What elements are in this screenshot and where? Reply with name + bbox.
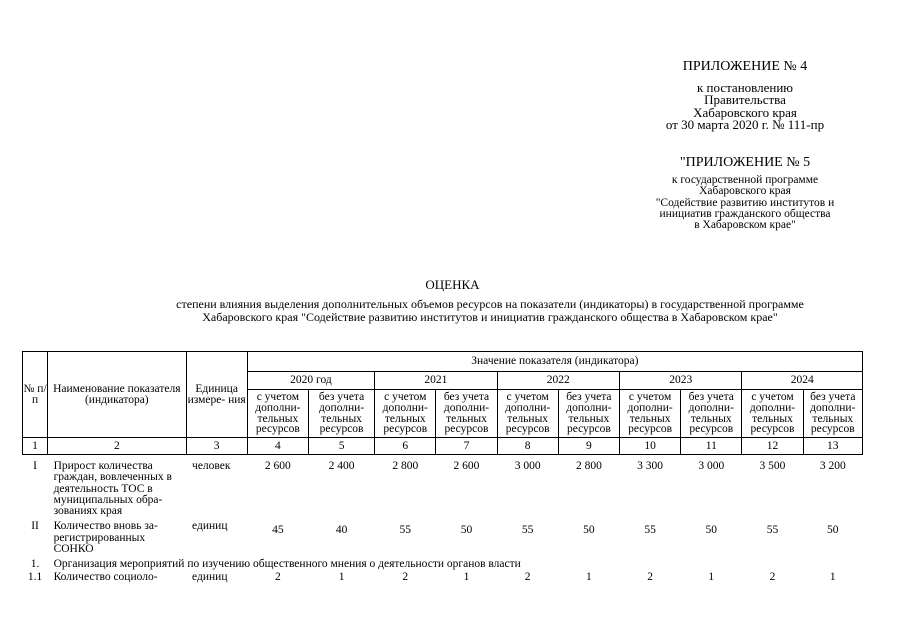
value-cell: 50 <box>705 524 718 537</box>
indicators-table <box>22 351 863 584</box>
appendix-line: от 30 марта 2020 г. № 111-пр <box>665 117 825 133</box>
indicator-name: Количество вновь за- регистрированных СОНКО <box>53 520 158 555</box>
unit: единиц <box>192 520 228 533</box>
column-number: 3 <box>186 438 247 455</box>
indicator-name: Прирост количества граждан, вовлеченных в деятельность ТОС в муниципальных обра- зованиях края <box>53 460 172 518</box>
row-number: I <box>33 460 37 472</box>
without-resources-header: без учета дополни- тельных ресурсов <box>436 390 497 438</box>
table-row <box>23 455 863 518</box>
value-cell: 1 <box>338 571 345 584</box>
program-appendix-reference <box>640 175 850 231</box>
column-number: 5 <box>308 438 374 455</box>
appendix-reference <box>640 82 850 131</box>
value-cell: 2 <box>769 571 776 584</box>
indicator-name: Количество социоло- <box>53 571 158 584</box>
unit: единиц <box>192 571 228 584</box>
column-number: 12 <box>742 438 803 455</box>
value-cell: 3 000 <box>698 460 725 472</box>
row-number: II <box>31 520 39 533</box>
value-cell: 40 <box>335 524 348 537</box>
value-cell: 1 <box>829 571 836 584</box>
value-cell: 55 <box>766 524 779 537</box>
without-resources-header: без учета дополни- тельных ресурсов <box>803 390 862 438</box>
year-header: 2021 <box>375 372 497 390</box>
column-number: 9 <box>558 438 619 455</box>
column-number: 8 <box>497 438 558 455</box>
row-number: 1. <box>30 558 40 571</box>
appendix-line: Хабаровского края <box>693 104 797 120</box>
program-appendix-line: инициатив гражданского общества <box>659 207 831 220</box>
value-cell: 45 <box>272 524 284 537</box>
document-title: ОЦЕНКА <box>425 277 480 292</box>
value-cell: 3 000 <box>514 460 541 472</box>
header-num: № п/п <box>23 352 48 438</box>
without-resources-header: без учета дополни- тельных ресурсов <box>681 390 742 438</box>
header-values: Значение показателя (индикатора) <box>247 352 862 372</box>
header-unit: Единица измере- ния <box>186 352 247 438</box>
year-header: 2022 <box>497 372 619 390</box>
program-appendix-line: Хабаровского края <box>699 185 791 198</box>
value-cell: 50 <box>827 524 839 537</box>
unit: человек <box>192 460 231 472</box>
program-appendix-line: к государственной программе <box>671 174 819 186</box>
appendix-line: Правительства <box>704 92 786 108</box>
document-subtitle <box>120 298 860 324</box>
value-cell: 2 <box>402 571 409 584</box>
column-number: 13 <box>803 438 862 455</box>
column-number-row <box>23 438 863 455</box>
column-number: 11 <box>681 438 742 455</box>
appendix-title: ПРИЛОЖЕНИЕ № 4 <box>682 59 808 74</box>
value-cell: 2 <box>647 571 653 584</box>
value-cell: 2 800 <box>575 460 602 472</box>
row-number: 1.1 <box>27 571 43 584</box>
year-header: 2020 год <box>247 372 374 390</box>
value-cell: 1 <box>708 571 715 584</box>
value-cell: 50 <box>583 524 595 537</box>
with-resources-header: с учетом дополни- тельных ресурсов <box>247 390 308 438</box>
value-cell: 2 <box>274 571 281 584</box>
document-subtitle-line: степени влияния выделения дополнительных объемов ресурсов на показатели (индикаторы) в государственной программе <box>176 297 804 311</box>
table-row <box>23 517 863 555</box>
table-body <box>23 455 863 584</box>
with-resources-header: с учетом дополни- тельных ресурсов <box>742 390 803 438</box>
column-number: 7 <box>436 438 497 455</box>
value-cell: 3 300 <box>637 460 664 472</box>
program-appendix-line: в Хабаровском крае" <box>694 219 796 232</box>
year-header: 2024 <box>742 372 863 390</box>
with-resources-header: с учетом дополни- тельных ресурсов <box>619 390 680 438</box>
section-title: Организация мероприятий по изучению общественного мнения о деятельности органов власти <box>53 558 521 571</box>
without-resources-header: без учета дополни- тельных ресурсов <box>558 390 619 438</box>
column-number: 2 <box>48 438 186 455</box>
value-cell: 3 200 <box>819 460 846 472</box>
value-cell: 2 600 <box>453 460 480 472</box>
column-number: 4 <box>247 438 308 455</box>
with-resources-header: с учетом дополни- тельных ресурсов <box>497 390 558 438</box>
column-number: 6 <box>375 438 436 455</box>
value-cell: 2 600 <box>264 460 291 472</box>
value-cell: 55 <box>399 524 412 537</box>
without-resources-header: без учета дополни- тельных ресурсов <box>308 390 374 438</box>
column-number: 10 <box>619 438 680 455</box>
with-resources-header: с учетом дополни- тельных ресурсов <box>375 390 436 438</box>
table-header <box>23 352 863 455</box>
value-cell: 2 400 <box>328 460 355 472</box>
value-cell: 3 500 <box>759 460 786 472</box>
appendix-line: к постановлению <box>696 80 794 95</box>
program-appendix-line: "Содействие развитию институтов и <box>655 196 835 209</box>
value-cell: 55 <box>521 524 534 537</box>
table-row <box>23 570 863 583</box>
column-number: 1 <box>23 438 48 455</box>
value-cell: 2 800 <box>392 460 419 472</box>
section-row <box>23 555 863 570</box>
program-appendix-title: "ПРИЛОЖЕНИЕ № 5 <box>679 155 811 170</box>
document-subtitle-line: Хабаровского края "Содействие развитию институтов и инициатив гражданского общества в Хабаровском крае" <box>202 309 778 324</box>
value-cell: 2 <box>524 571 531 584</box>
value-cell: 1 <box>463 571 470 584</box>
value-cell: 55 <box>644 524 656 537</box>
year-header: 2023 <box>619 372 741 390</box>
value-cell: 50 <box>460 524 473 537</box>
value-cell: 1 <box>586 571 592 584</box>
header-name: Наименование показателя (индикатора) <box>48 352 186 438</box>
